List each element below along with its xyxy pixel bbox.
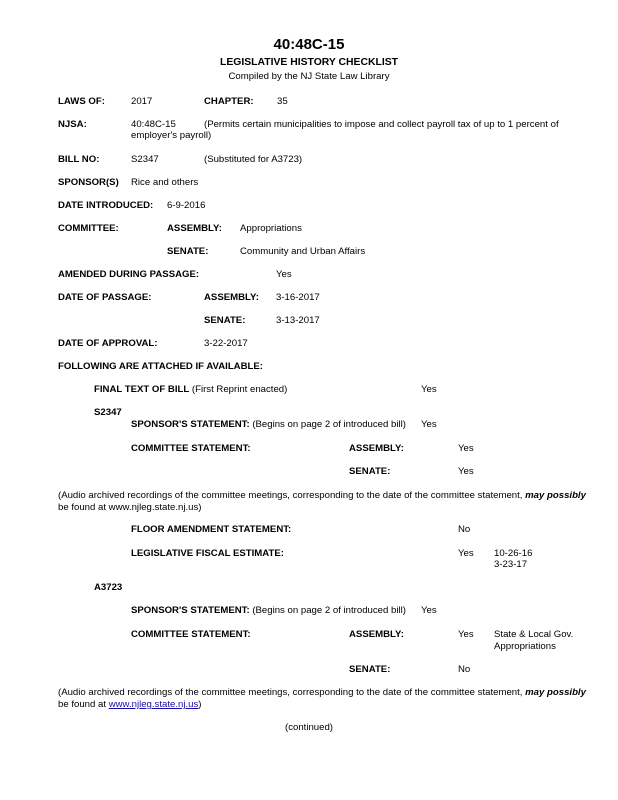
a3723-sponsor-value: Yes: [421, 605, 437, 616]
s2347-assembly-label: ASSEMBLY:: [349, 443, 404, 454]
s2347-senate-value: Yes: [458, 466, 474, 477]
s2347-fiscal-date1: 10-26-16: [494, 548, 533, 559]
s2347-sponsor-label: SPONSOR'S STATEMENT:: [131, 419, 250, 430]
a3723-sponsor-note: (Begins on page 2 of introduced bill): [252, 605, 406, 616]
chapter-value: 35: [277, 96, 288, 107]
s2347-assembly-value: Yes: [458, 443, 474, 454]
a3723-assembly-committee-1: State & Local Gov.: [494, 629, 574, 640]
final-text-row: [94, 384, 287, 395]
s2347-committee-label: COMMITTEE STATEMENT:: [131, 443, 251, 454]
audio-note-2-line2: [58, 699, 201, 710]
committee-assembly-label: ASSEMBLY:: [167, 223, 222, 234]
approval-value: 3-22-2017: [204, 338, 248, 349]
passage-assembly-value: 3-16-2017: [276, 292, 320, 303]
final-text-note: (First Reprint enacted): [191, 384, 288, 395]
passage-senate-value: 3-13-2017: [276, 315, 320, 326]
s2347-sponsor-note: (Begins on page 2 of introduced bill): [252, 419, 406, 430]
a3723-assembly-label: ASSEMBLY:: [349, 629, 404, 640]
audio-note-2-prefix: be found at: [58, 699, 109, 710]
s2347-sponsor-value: Yes: [421, 419, 437, 430]
a3723-senate-label: SENATE:: [349, 664, 391, 675]
document-subtitle: LEGISLATIVE HISTORY CHECKLIST: [219, 57, 398, 68]
s2347-fiscal-label: LEGISLATIVE FISCAL ESTIMATE:: [131, 548, 284, 559]
njleg-link[interactable]: www.njleg.state.nj.us: [108, 699, 199, 710]
s2347-floor-value: No: [458, 524, 471, 535]
audio-note-2-line1: [58, 687, 586, 698]
a3723-sponsor-label: SPONSOR'S STATEMENT:: [131, 605, 250, 616]
njsa-label: NJSA:: [58, 119, 87, 130]
bill-no-value: S2347: [131, 154, 159, 165]
a3723-senate-value: No: [458, 664, 471, 675]
approval-label: DATE OF APPROVAL:: [58, 338, 158, 349]
passage-assembly-label: ASSEMBLY:: [204, 292, 259, 303]
bill-no-label: BILL NO:: [58, 154, 100, 165]
chapter-label: CHAPTER:: [204, 96, 254, 107]
audio-note-2-emphasis: may possibly: [525, 687, 586, 698]
committee-label: COMMITTEE:: [58, 223, 119, 234]
document-title: 40:48C-15: [273, 36, 345, 53]
amended-value: Yes: [276, 269, 292, 280]
njsa-description-line1: (Permits certain municipalities to impose and collect payroll tax of up to 1 percent of: [204, 119, 559, 130]
amended-label: AMENDED DURING PASSAGE:: [58, 269, 200, 280]
date-introduced-label: DATE INTRODUCED:: [58, 200, 154, 211]
continued-note: (continued): [285, 722, 333, 733]
s2347-fiscal-date2: 3-23-17: [494, 559, 528, 570]
audio-note-2-text: (Audio archived recordings of the committee meetings, corresponding to the date of the committee statement,: [58, 687, 526, 698]
committee-senate-value: Community and Urban Affairs: [240, 246, 366, 257]
sponsors-label: SPONSOR(S): [58, 177, 119, 188]
final-text-value: Yes: [421, 384, 437, 395]
audio-note-1-emphasis: may possibly: [525, 490, 586, 501]
audio-note-2-suffix: ): [198, 699, 202, 710]
a3723-assembly-committee-2: Appropriations: [494, 641, 556, 652]
passage-senate-label: SENATE:: [204, 315, 246, 326]
final-text-label: FINAL TEXT OF BILL: [94, 384, 190, 395]
s2347-sponsor-row: [131, 419, 406, 430]
passage-label: DATE OF PASSAGE:: [58, 292, 152, 303]
audio-note-1-text: (Audio archived recordings of the committee meetings, corresponding to the date of the committee statement,: [58, 490, 526, 501]
a3723-committee-label: COMMITTEE STATEMENT:: [131, 629, 251, 640]
bill-no-note: (Substituted for A3723): [204, 154, 303, 165]
s2347-floor-label: FLOOR AMENDMENT STATEMENT:: [131, 524, 292, 535]
a3723-sponsor-row: [131, 605, 406, 616]
attached-heading: FOLLOWING ARE ATTACHED IF AVAILABLE:: [58, 361, 263, 372]
committee-senate-label: SENATE:: [167, 246, 209, 257]
date-introduced-value: 6-9-2016: [167, 200, 206, 211]
audio-note-1-line2: be found at www.njleg.state.nj.us): [58, 502, 202, 513]
committee-assembly-value: Appropriations: [240, 223, 302, 234]
njsa-value: 40:48C-15: [131, 119, 176, 130]
laws-of-label: LAWS OF:: [58, 96, 105, 107]
audio-note-1-line1: [58, 490, 586, 501]
njsa-description-line2: employer's payroll): [131, 130, 212, 141]
a3723-assembly-value: Yes: [458, 629, 474, 640]
laws-of-value: 2017: [131, 96, 153, 107]
compiled-by: Compiled by the NJ State Law Library: [228, 71, 390, 82]
s2347-heading: S2347: [94, 407, 122, 418]
s2347-senate-label: SENATE:: [349, 466, 391, 477]
sponsors-value: Rice and others: [131, 177, 199, 188]
a3723-heading: A3723: [94, 582, 123, 593]
s2347-fiscal-value: Yes: [458, 548, 474, 559]
